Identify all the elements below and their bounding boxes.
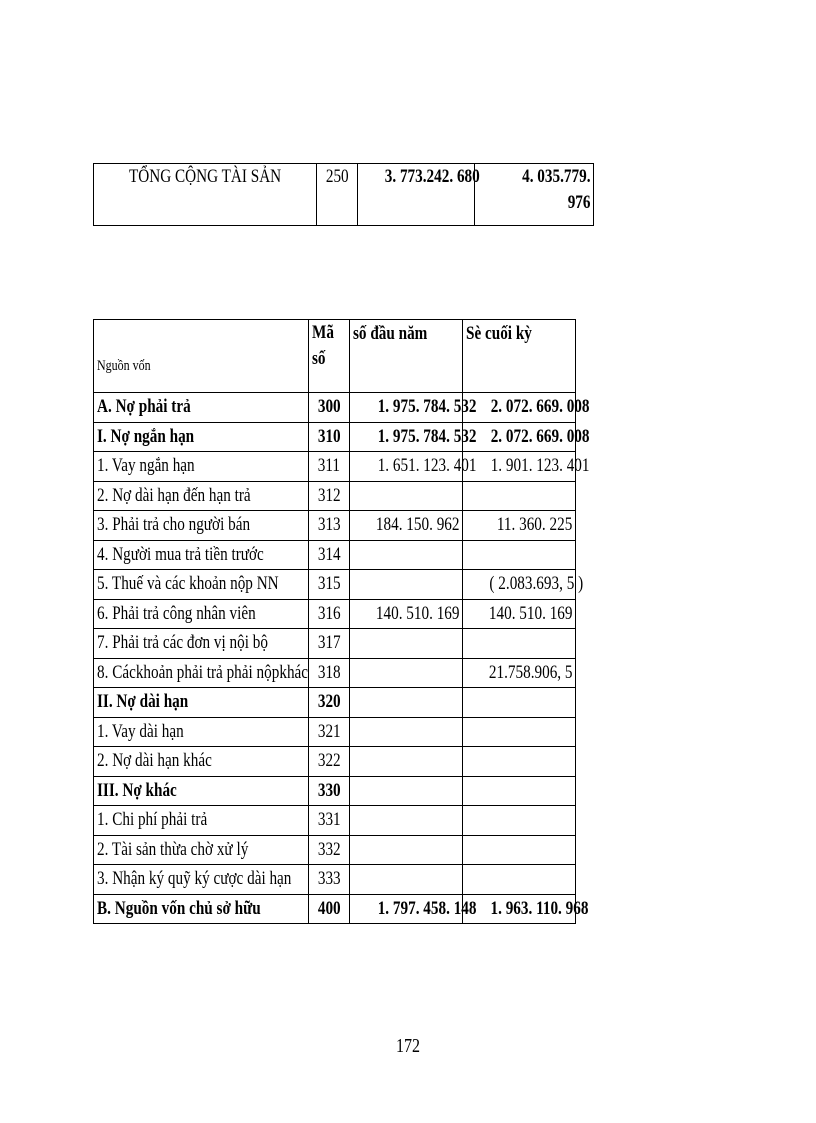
row-start-value-cell <box>350 747 463 777</box>
row-code-cell <box>309 629 350 659</box>
row-code-cell <box>309 658 350 688</box>
row-code-cell <box>309 835 350 865</box>
table-row <box>94 481 576 511</box>
row-label: 2. Nợ dài hạn đến hạn trả <box>97 484 251 506</box>
row-end-value-cell <box>463 776 576 806</box>
row-label: 1. Vay ngắn hạn <box>97 455 195 477</box>
row-end-value-cell <box>463 835 576 865</box>
row-start-value-cell <box>350 894 477 924</box>
row-end-value-cell <box>463 688 576 718</box>
row-end-value-cell <box>463 629 576 659</box>
table-row <box>94 599 576 629</box>
row-label-cell <box>94 688 309 718</box>
row-end-value-cell <box>463 865 576 895</box>
row-start-value-cell <box>350 511 463 541</box>
row-code-cell <box>309 747 350 777</box>
row-end-value-cell <box>463 393 590 423</box>
table-row <box>94 835 576 865</box>
row-start-value-cell <box>350 865 463 895</box>
row-end-value: 2. 072. 669. 008 <box>490 396 590 418</box>
total-assets-label-cell <box>94 164 317 226</box>
table-row <box>94 452 576 482</box>
row-start-value-cell <box>350 717 463 747</box>
row-label-cell <box>94 717 309 747</box>
row-code: 331 <box>317 809 341 831</box>
row-code-cell <box>309 481 350 511</box>
row-end-value-cell <box>463 806 576 836</box>
row-end-value-cell <box>463 511 576 541</box>
table-row <box>94 422 576 452</box>
row-start-value-cell <box>350 422 477 452</box>
table-row <box>94 776 576 806</box>
row-code-cell <box>309 511 350 541</box>
row-code-cell <box>309 599 350 629</box>
table-row <box>94 747 576 777</box>
table-row <box>94 393 576 423</box>
table-row <box>94 540 576 570</box>
row-end-value-cell <box>463 481 576 511</box>
row-code-cell <box>309 688 350 718</box>
total-assets-end-cell <box>475 164 594 226</box>
row-code: 333 <box>317 868 341 890</box>
row-code: 315 <box>317 573 341 595</box>
row-label: I. Nợ ngắn hạn <box>97 425 195 447</box>
row-label-cell <box>94 629 309 659</box>
header-col-start <box>350 320 463 393</box>
row-start-value-cell <box>350 806 463 836</box>
header-end-label: Sè cuối kỳ <box>466 323 532 344</box>
row-code: 300 <box>317 396 341 418</box>
row-end-value-cell <box>463 452 590 482</box>
row-label-cell <box>94 570 309 600</box>
row-start-value-cell <box>350 570 463 600</box>
total-assets-label: TỔNG CỘNG TÀI SẢN <box>128 166 282 187</box>
total-assets-row <box>94 164 594 226</box>
header-col-code <box>309 320 350 393</box>
row-label-cell <box>94 835 309 865</box>
row-label-cell <box>94 806 309 836</box>
row-label-cell <box>94 776 309 806</box>
row-code-cell <box>309 540 350 570</box>
row-label-cell <box>94 599 309 629</box>
row-end-value-cell <box>463 717 576 747</box>
row-code: 400 <box>317 897 341 919</box>
row-label: III. Nợ khác <box>97 779 177 801</box>
row-label-cell <box>94 481 309 511</box>
row-code: 311 <box>317 455 341 477</box>
row-end-value-cell <box>463 894 589 924</box>
row-label: 8. Cáckhoản phải trả phải nộpkhác <box>97 661 309 683</box>
row-label-cell <box>94 747 309 777</box>
header-start-label: số đầu năm <box>353 323 428 344</box>
row-label-cell <box>94 894 309 924</box>
total-assets-end-line1: 4. 035.779. <box>521 166 590 187</box>
row-code: 312 <box>317 484 341 506</box>
total-assets-end-line2: 976 <box>567 192 590 213</box>
row-code: 313 <box>317 514 341 536</box>
row-code: 318 <box>317 661 341 683</box>
table-row <box>94 806 576 836</box>
row-end-value-cell <box>463 570 584 600</box>
row-start-value: 1. 975. 784. 532 <box>377 425 477 447</box>
row-label: 3. Nhận ký quỹ ký cược dài hạn <box>97 868 292 890</box>
row-label-cell <box>94 452 309 482</box>
row-end-value-cell <box>463 658 576 688</box>
row-code-cell <box>309 776 350 806</box>
row-label-cell <box>94 658 309 688</box>
capital-sources-body <box>94 320 590 924</box>
row-label-cell <box>94 511 309 541</box>
row-code: 317 <box>317 632 341 654</box>
row-code-cell <box>309 806 350 836</box>
row-label: 1. Vay dài hạn <box>97 720 184 742</box>
row-label: 2. Nợ dài hạn khác <box>97 750 212 772</box>
row-end-value: 2. 072. 669. 008 <box>490 425 590 447</box>
row-end-value-cell <box>463 747 576 777</box>
header-col-source <box>94 320 309 393</box>
total-assets-code: 250 <box>325 166 349 187</box>
row-end-value: 1. 901. 123. 401 <box>490 455 590 477</box>
row-end-value-cell <box>463 540 576 570</box>
table-row <box>94 688 576 718</box>
row-label-cell <box>94 540 309 570</box>
row-label: 5. Thuế và các khoản nộp NN <box>97 573 279 595</box>
row-code-cell <box>309 452 350 482</box>
row-code: 330 <box>317 779 341 801</box>
row-label-cell <box>94 393 309 423</box>
row-start-value: 140. 510. 169 <box>375 602 459 624</box>
row-code-cell <box>309 393 350 423</box>
row-label-cell <box>94 422 309 452</box>
table-row <box>94 629 576 659</box>
header-code-line1: Mã <box>312 322 334 343</box>
row-label: 7. Phải trả các đơn vị nội bộ <box>97 632 268 654</box>
row-end-value: 11. 360. 225 <box>496 514 572 536</box>
row-end-value: 140. 510. 169 <box>488 602 572 624</box>
header-source-label: Nguồn vốn <box>97 358 151 374</box>
page-number <box>0 1035 816 1058</box>
row-start-value: 1. 651. 123. 401 <box>377 455 477 477</box>
total-assets-table <box>93 163 594 226</box>
table-row <box>94 865 576 895</box>
table-header-row <box>94 320 576 393</box>
row-label: B. Nguồn vốn chủ sở hữu <box>97 897 261 919</box>
row-end-value-cell <box>463 599 576 629</box>
row-start-value-cell <box>350 393 477 423</box>
total-assets-start-cell <box>358 164 480 226</box>
row-start-value-cell <box>350 658 463 688</box>
row-label: A. Nợ phải trả <box>97 396 191 418</box>
row-start-value: 184. 150. 962 <box>375 514 459 536</box>
row-end-value: ( 2.083.693, 5 ) <box>489 573 584 595</box>
row-start-value-cell <box>350 629 463 659</box>
row-end-value: 21.758.906, 5 <box>488 661 572 683</box>
row-code-cell <box>309 717 350 747</box>
row-code-cell <box>309 865 350 895</box>
row-code: 314 <box>317 543 341 565</box>
header-col-end <box>463 320 576 393</box>
row-start-value-cell <box>350 540 463 570</box>
row-start-value-cell <box>350 481 463 511</box>
row-start-value-cell <box>350 688 463 718</box>
row-start-value-cell <box>350 776 463 806</box>
page-number-text: 172 <box>396 1035 420 1057</box>
row-code-cell <box>309 894 350 924</box>
table-row <box>94 658 576 688</box>
capital-sources-table <box>93 319 590 924</box>
table-row <box>94 570 576 600</box>
row-start-value-cell <box>350 452 477 482</box>
row-start-value-cell <box>350 599 463 629</box>
row-label: 3. Phải trả cho người bán <box>97 514 251 536</box>
row-code-cell <box>309 422 350 452</box>
row-code: 332 <box>317 838 341 860</box>
row-start-value: 1. 975. 784. 532 <box>377 396 477 418</box>
row-start-value: 1. 797. 458. 148 <box>377 897 477 919</box>
row-code: 316 <box>317 602 341 624</box>
row-label: 4. Người mua trả tiền trước <box>97 543 264 565</box>
row-label-cell <box>94 865 309 895</box>
row-code: 320 <box>317 691 341 713</box>
row-label: 1. Chi phí phải trả <box>97 809 208 831</box>
table-row <box>94 894 576 924</box>
table-row <box>94 511 576 541</box>
row-label: 2. Tài sản thừa chờ xử lý <box>97 838 249 860</box>
row-code: 310 <box>317 425 341 447</box>
table-row <box>94 717 576 747</box>
total-assets-code-cell <box>317 164 358 226</box>
row-end-value-cell <box>463 422 590 452</box>
row-code: 322 <box>317 750 341 772</box>
row-label: 6. Phải trả công nhân viên <box>97 602 256 624</box>
row-code: 321 <box>317 720 341 742</box>
row-label: II. Nợ dài hạn <box>97 691 189 713</box>
header-code-line2: số <box>312 348 326 369</box>
row-code-cell <box>309 570 350 600</box>
row-end-value: 1. 963. 110. 968 <box>490 897 589 919</box>
total-assets-start: 3. 773.242. 680 <box>384 166 480 187</box>
row-start-value-cell <box>350 835 463 865</box>
